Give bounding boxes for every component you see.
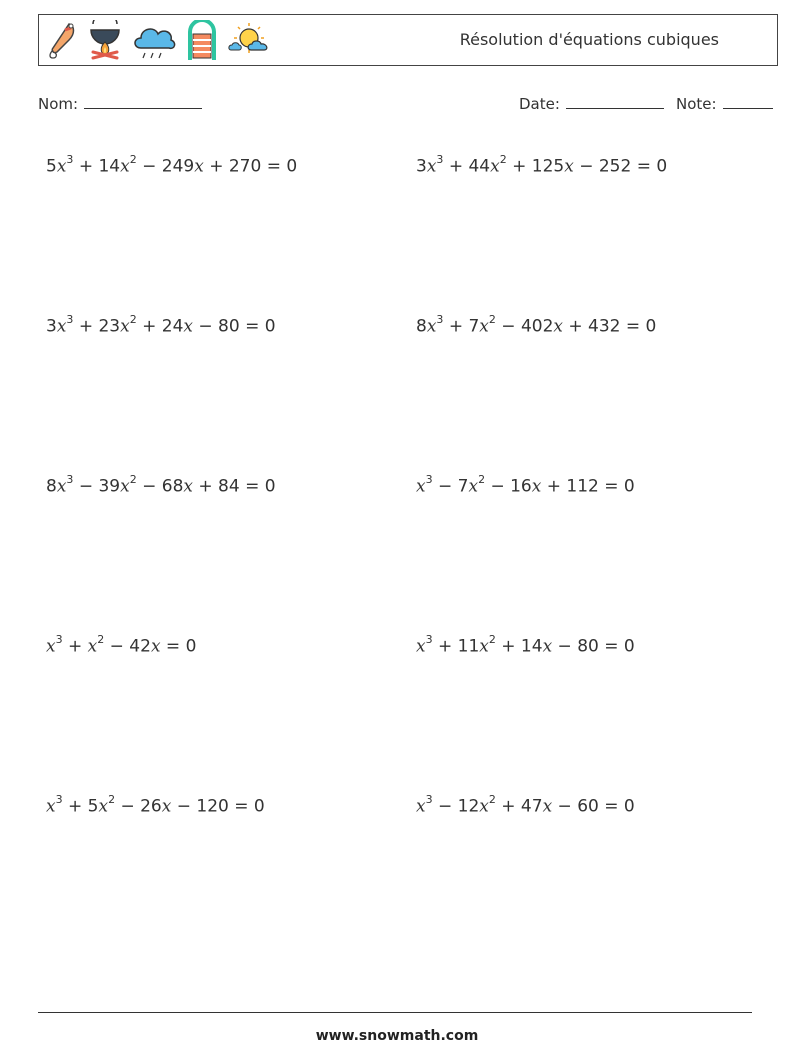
variable-x: x xyxy=(150,636,161,657)
equation-1 xyxy=(46,150,297,179)
footer-divider xyxy=(38,1012,752,1013)
equation-term: − 249 xyxy=(136,156,195,177)
footer-url: www.snowmath.com xyxy=(315,1028,479,1044)
equation-term: − 68 xyxy=(136,476,184,497)
exponent: 2 xyxy=(129,473,137,486)
equation-term: + 7 xyxy=(443,316,480,337)
variable-x: x xyxy=(56,476,67,497)
equation-10 xyxy=(416,790,635,819)
equation-2 xyxy=(416,150,667,179)
exponent: 3 xyxy=(425,473,433,486)
exponent: 3 xyxy=(436,313,444,326)
variable-x: x xyxy=(479,796,489,817)
equation-term: + 47 xyxy=(495,796,543,817)
exponent: 2 xyxy=(129,313,137,326)
variable-x: x xyxy=(426,156,437,177)
fishing-lure-icon xyxy=(45,20,79,62)
equation-4 xyxy=(416,310,656,339)
rain-cloud-icon xyxy=(131,20,177,62)
variable-x: x xyxy=(553,316,563,337)
date-label: Date: xyxy=(519,95,560,113)
variable-x: x xyxy=(479,316,489,337)
exponent: 2 xyxy=(478,473,486,486)
variable-x: x xyxy=(183,476,193,497)
equation-6 xyxy=(416,470,635,499)
equation-term: − 252 = 0 xyxy=(573,156,668,177)
equation-term: 3 xyxy=(416,156,427,177)
exponent: 3 xyxy=(66,313,74,326)
equation-term: 3 xyxy=(46,316,57,337)
variable-x: x xyxy=(564,156,574,177)
equation-term: 5 xyxy=(46,156,57,177)
variable-x: x xyxy=(46,636,56,657)
sun-cloud-icon xyxy=(227,20,273,62)
equation-term: − 26 xyxy=(115,796,162,817)
equation-term: + xyxy=(62,636,88,657)
equation-5 xyxy=(46,470,276,499)
equation-term: + 112 = 0 xyxy=(541,476,635,497)
equation-term: − 80 = 0 xyxy=(192,316,276,337)
equation-term: + 432 = 0 xyxy=(562,316,657,337)
variable-x: x xyxy=(426,316,437,337)
equation-term: − 39 xyxy=(73,476,121,497)
variable-x: x xyxy=(416,796,426,817)
equation-term: − 42 xyxy=(104,636,151,657)
equation-3 xyxy=(46,310,276,339)
note-blank[interactable] xyxy=(723,94,773,109)
equation-term: − 120 = 0 xyxy=(171,796,265,817)
variable-x: x xyxy=(542,636,553,657)
equation-term: − 402 xyxy=(495,316,554,337)
exponent: 3 xyxy=(55,793,63,806)
exponent: 2 xyxy=(488,633,496,646)
exponent: 3 xyxy=(66,473,74,486)
equation-term: = 0 xyxy=(160,636,197,657)
sled-icon xyxy=(185,20,219,62)
exponent: 3 xyxy=(55,633,63,646)
variable-x: x xyxy=(120,316,130,337)
exponent: 2 xyxy=(488,793,496,806)
variable-x: x xyxy=(194,156,204,177)
exponent: 2 xyxy=(97,633,105,646)
variable-x: x xyxy=(46,796,56,817)
exponent: 3 xyxy=(425,633,433,646)
variable-x: x xyxy=(416,636,426,657)
header-box xyxy=(38,14,778,66)
variable-x: x xyxy=(416,476,426,497)
equation-term: + 125 xyxy=(506,156,565,177)
worksheet-title: Résolution d'équations cubiques xyxy=(459,30,719,49)
equation-term: 8 xyxy=(46,476,57,497)
variable-x: x xyxy=(120,156,130,177)
equation-term: + 24 xyxy=(136,316,184,337)
campfire-pot-icon xyxy=(87,20,123,62)
equation-term: − 16 xyxy=(485,476,532,497)
equation-7 xyxy=(46,630,196,659)
variable-x: x xyxy=(87,636,98,657)
variable-x: x xyxy=(531,476,542,497)
variable-x: x xyxy=(183,316,193,337)
variable-x: x xyxy=(490,156,500,177)
equation-9 xyxy=(46,790,265,819)
equation-term: + 270 = 0 xyxy=(203,156,298,177)
name-field xyxy=(38,94,202,114)
note-field xyxy=(676,94,773,114)
equation-8 xyxy=(416,630,635,659)
note-label: Note: xyxy=(676,95,717,113)
variable-x: x xyxy=(161,796,172,817)
equation-term: − 12 xyxy=(432,796,480,817)
name-blank[interactable] xyxy=(84,94,202,109)
date-blank[interactable] xyxy=(566,94,664,109)
exponent: 2 xyxy=(488,313,496,326)
exponent: 2 xyxy=(129,153,137,166)
equation-term: + 14 xyxy=(73,156,121,177)
equation-term: − 60 = 0 xyxy=(552,796,635,817)
equation-term: + 44 xyxy=(443,156,491,177)
variable-x: x xyxy=(468,476,479,497)
equation-term: + 5 xyxy=(62,796,99,817)
equation-term: + 84 = 0 xyxy=(192,476,276,497)
date-field xyxy=(519,94,664,114)
variable-x: x xyxy=(98,796,109,817)
variable-x: x xyxy=(56,156,67,177)
equation-term: + 23 xyxy=(73,316,121,337)
equation-term: + 11 xyxy=(432,636,480,657)
equation-term: 8 xyxy=(416,316,427,337)
equation-term: − 80 = 0 xyxy=(552,636,635,657)
exponent: 3 xyxy=(66,153,74,166)
variable-x: x xyxy=(542,796,553,817)
name-label: Nom: xyxy=(38,95,79,113)
variable-x: x xyxy=(479,636,489,657)
equation-term: + 14 xyxy=(495,636,543,657)
equation-term: − 7 xyxy=(432,476,469,497)
exponent: 3 xyxy=(436,153,444,166)
exponent: 3 xyxy=(425,793,433,806)
exponent: 2 xyxy=(108,793,116,806)
exponent: 2 xyxy=(499,153,507,166)
variable-x: x xyxy=(56,316,67,337)
variable-x: x xyxy=(120,476,130,497)
